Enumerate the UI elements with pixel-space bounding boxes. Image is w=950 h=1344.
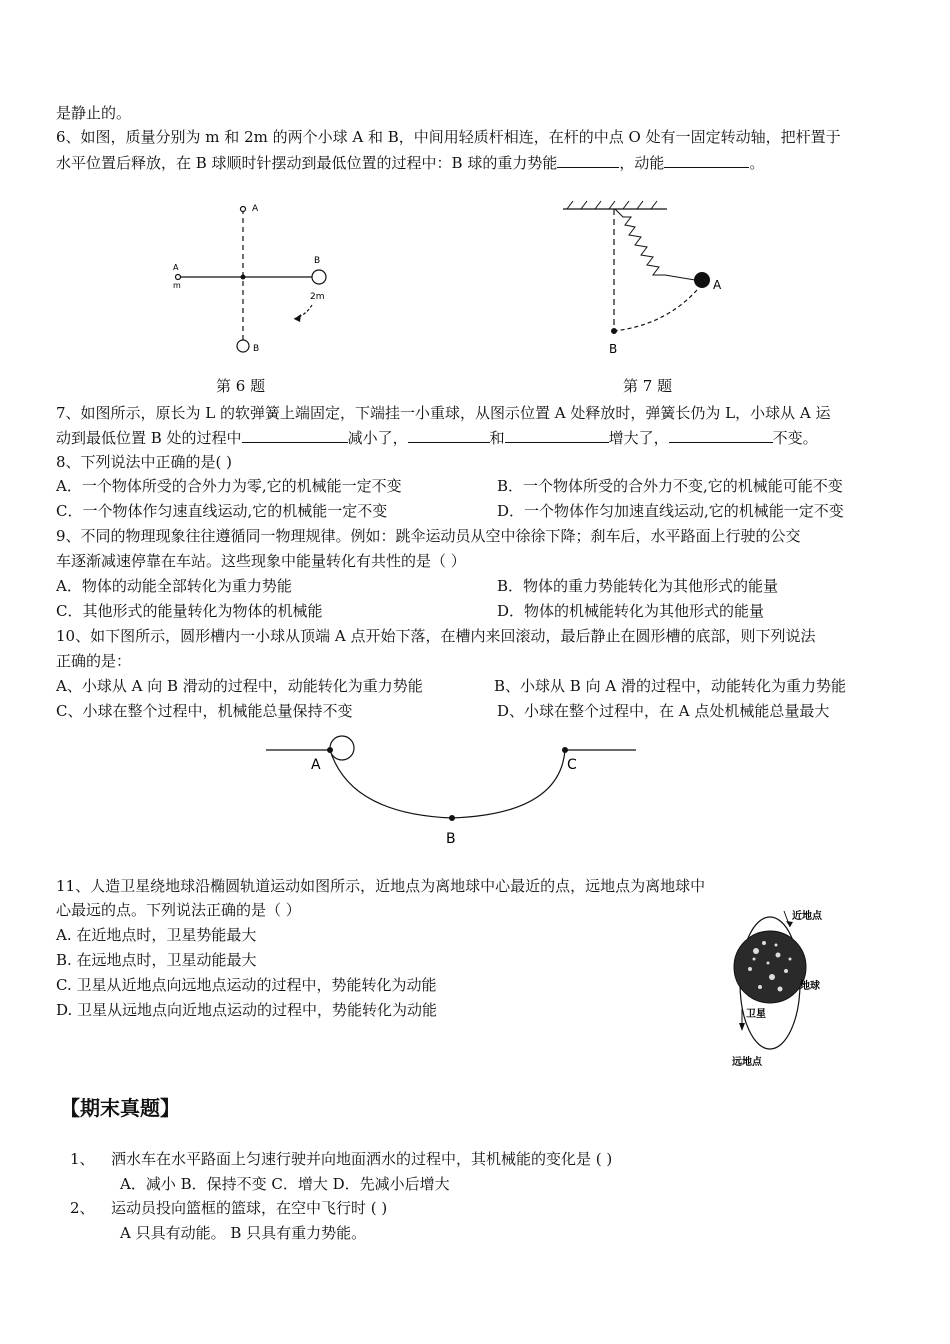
mass-2m-label: 2m [310,292,325,302]
figure-11-diagram [720,905,850,1070]
question-10-line1: 10、如下图所示，圆形槽内一小球从顶端 A 点开始下落，在槽内来回滚动，最后静止在圆形槽的底部，则下列说法 [56,627,816,645]
question-7-text: 不变。 [772,429,818,447]
label-b-right: B [314,256,321,266]
question-11-option-b: B. 在远地点时，卫星动能最大 [56,951,257,969]
satellite-label: 卫星 [746,1009,766,1020]
question-10-option-b: B、小球从 B 向 A 滑的过程中，动能转化为重力势能 [494,677,846,695]
question-11-line2: 心最远的点。下列说法正确的是（ ） [56,901,301,919]
question-6-line2 [56,153,764,173]
answer-blank[interactable] [557,153,619,168]
exam-2-options: A 只具有动能。 B 只具有重力势能。 [120,1224,367,1242]
question-9-option-d: D．物体的机械能转化为其他形式的能量 [497,602,765,620]
question-8-option-a: A．一个物体所受的合外力为零,它的机械能一定不变 [56,477,402,495]
apogee-label: 远地点 [732,1057,762,1068]
question-9-option-b: B．物体的重力势能转化为其他形式的能量 [497,577,779,595]
question-8-option-d: D．一个物体作匀加速直线运动,它的机械能一定不变 [497,502,844,520]
mass-m-label: m [173,281,181,290]
question-8-stem: 8、下列说法中正确的是( ) [56,453,233,471]
question-11-line1: 11、人造卫星绕地球沿椭圆轨道运动如图所示，近地点为离地球中心最近的点，远地点为离地球中 [56,877,706,895]
answer-blank[interactable] [505,428,609,443]
text-line: 是静止的。 [56,104,132,122]
question-11-option-d: D. 卫星从远地点向近地点运动的过程中，势能转化为动能 [56,1001,438,1019]
perigee-label: 近地点 [792,911,822,922]
question-9-line1: 9、不同的物理现象往往遵循同一物理规律。例如：跳伞运动员从空中徐徐下降；刹车后，水平路面上行驶的公交 [56,527,801,545]
label-c: C [567,757,577,773]
question-9-line2: 车逐渐减速停靠在车站。这些现象中能量转化有共性的是（ ） [56,552,466,570]
question-11-option-c: C. 卫星从近地点向远地点运动的过程中，势能转化为动能 [56,976,437,994]
exam-2-number: 2、 [70,1199,95,1217]
figure-7-diagram [555,195,735,365]
question-7-text: 增大了， [608,429,669,447]
question-7-line2 [56,428,818,448]
answer-blank[interactable] [242,428,348,443]
exam-1-stem: 洒水车在水平路面上匀速行驶并向地面洒水的过程中，其机械能的变化是 ( ) [111,1150,613,1168]
earth-label: 地球 [800,981,820,992]
label-a-left: A [173,263,179,272]
question-10-line2: 正确的是： [56,652,132,670]
exam-1-number: 1、 [70,1150,95,1168]
question-11-option-a: A. 在近地点时，卫星势能最大 [56,926,257,944]
question-6-text: 水平位置后释放，在 B 球顺时针摆动到最低位置的过程中：B 球的重力势能 [56,154,558,172]
exam-1-options: A．减小 B．保持不变 C．增大 D．先减小后增大 [120,1175,450,1193]
answer-blank[interactable] [669,428,773,443]
figure-10-diagram [260,730,645,850]
question-8-option-b: B．一个物体所受的合外力不变,它的机械能可能不变 [497,477,843,495]
label-a-top: A [252,204,259,214]
question-9-option-c: C．其他形式的能量转化为物体的机械能 [56,602,323,620]
question-6-line1: 6、如图，质量分别为 m 和 2m 的两个小球 A 和 B，中间用轻质杆相连，在杆的中点 O 处有一固定转动轴，把杆置于 [56,128,841,146]
label-b: B [446,831,456,847]
question-9-option-a: A．物体的动能全部转化为重力势能 [56,577,292,595]
question-10-option-c: C、小球在整个过程中，机械能总量保持不变 [56,702,353,720]
answer-blank[interactable] [664,153,749,168]
exam-2-stem: 运动员投向篮框的篮球，在空中飞行时 ( ) [111,1199,388,1217]
question-7-text: 减小了， [347,429,408,447]
label-b: B [609,342,618,356]
question-7-line1: 7、如图所示，原长为 L 的软弹簧上端固定，下端挂一小重球，从图示位置 A 处释放时，弹簧长仍为 L，小球从 A 运 [56,404,831,422]
answer-blank[interactable] [408,428,490,443]
question-8-option-c: C．一个物体作匀速直线运动,它的机械能一定不变 [56,502,388,520]
label-a: A [713,278,722,292]
question-10-option-a: A、小球从 A 向 B 滑动的过程中，动能转化为重力势能 [56,677,423,695]
question-7-text: 动到最低位置 B 处的过程中 [56,429,242,447]
section-heading: 【期末真题】 [60,1096,180,1120]
figure-7-caption: 第 7 题 [623,377,673,395]
figure-6-caption: 第 6 题 [216,377,266,395]
question-6-text: ，动能 [619,154,665,172]
figure-6-diagram [160,195,340,360]
question-10-option-d: D、小球在整个过程中，在 A 点处机械能总量最大 [497,702,830,720]
label-b-bottom: B [253,344,260,354]
label-a: A [311,757,321,773]
question-7-text: 和 [489,429,505,447]
question-6-text: 。 [749,154,765,172]
